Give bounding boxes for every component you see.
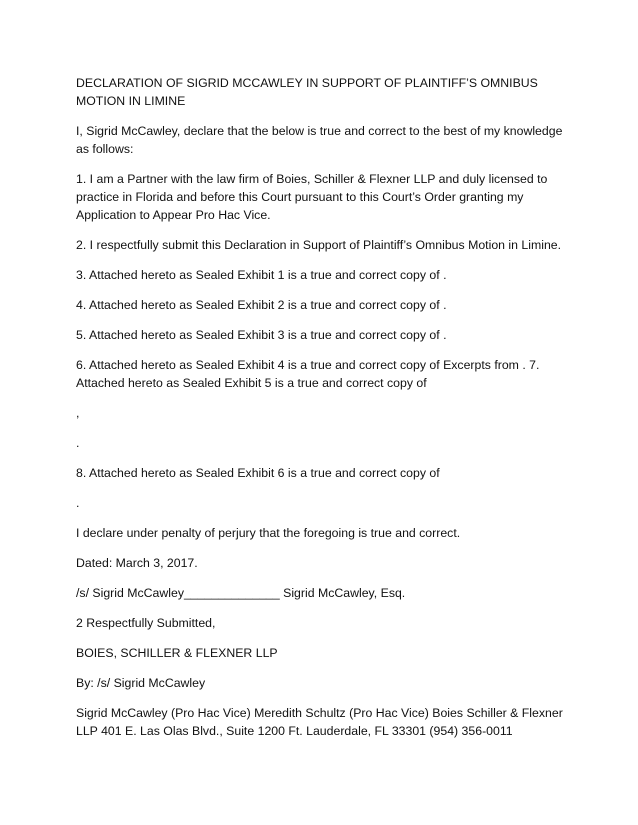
firm-name: BOIES, SCHILLER & FLEXNER LLP xyxy=(76,646,278,660)
counsel-block: Sigrid McCawley (Pro Hac Vice) Meredith Schultz (Pro Hac Vice) Boies Schiller & Flexner LLP 401 E. Las Olas Blvd., Suite 1200 Ft. Lauderdale, FL 33301 (954) 356-0011 xyxy=(76,706,567,738)
stray-period-1: . xyxy=(76,436,80,450)
paragraph-2: 2. I respectfully submit this Declaration in Support of Plaintiff’s Omnibus Motion in Limine. xyxy=(76,238,562,252)
paragraph-1: 1. I am a Partner with the law firm of Boies, Schiller & Flexner LLP and duly licensed to practice in Florida and before this Court pursuant to this Court’s Order granting my Application to Appear Pro Hac Vice. xyxy=(76,172,551,222)
paragraph-5: 5. Attached hereto as Sealed Exhibit 3 is a true and correct copy of . xyxy=(76,328,447,342)
penalty-statement: I declare under penalty of perjury that the foregoing is true and correct. xyxy=(76,526,461,540)
by-signature: By: /s/ Sigrid McCawley xyxy=(76,676,206,690)
paragraph-4: 4. Attached hereto as Sealed Exhibit 2 is a true and correct copy of . xyxy=(76,298,447,312)
respectfully-submitted: 2 Respectfully Submitted, xyxy=(76,616,216,630)
document-title: DECLARATION OF SIGRID MCCAWLEY IN SUPPORT OF PLAINTIFF’S OMNIBUS MOTION IN LIMINE xyxy=(76,76,542,108)
dated-line: Dated: March 3, 2017. xyxy=(76,556,198,570)
declaration-intro: I, Sigrid McCawley, declare that the below is true and correct to the best of my knowledge as follows: xyxy=(76,124,566,156)
paragraph-3: 3. Attached hereto as Sealed Exhibit 1 is a true and correct copy of . xyxy=(76,268,447,282)
paragraph-6-7: 6. Attached hereto as Sealed Exhibit 4 is a true and correct copy of Excerpts from . 7. Attached hereto as Sealed Exhibit 5 is a true and correct copy of xyxy=(76,358,543,390)
stray-comma: , xyxy=(76,406,80,420)
signature-line: /s/ Sigrid McCawley______________ Sigrid McCawley, Esq. xyxy=(76,586,406,600)
document-page xyxy=(76,74,566,752)
paragraph-8: 8. Attached hereto as Sealed Exhibit 6 is a true and correct copy of xyxy=(76,466,440,480)
stray-period-2: . xyxy=(76,496,80,510)
